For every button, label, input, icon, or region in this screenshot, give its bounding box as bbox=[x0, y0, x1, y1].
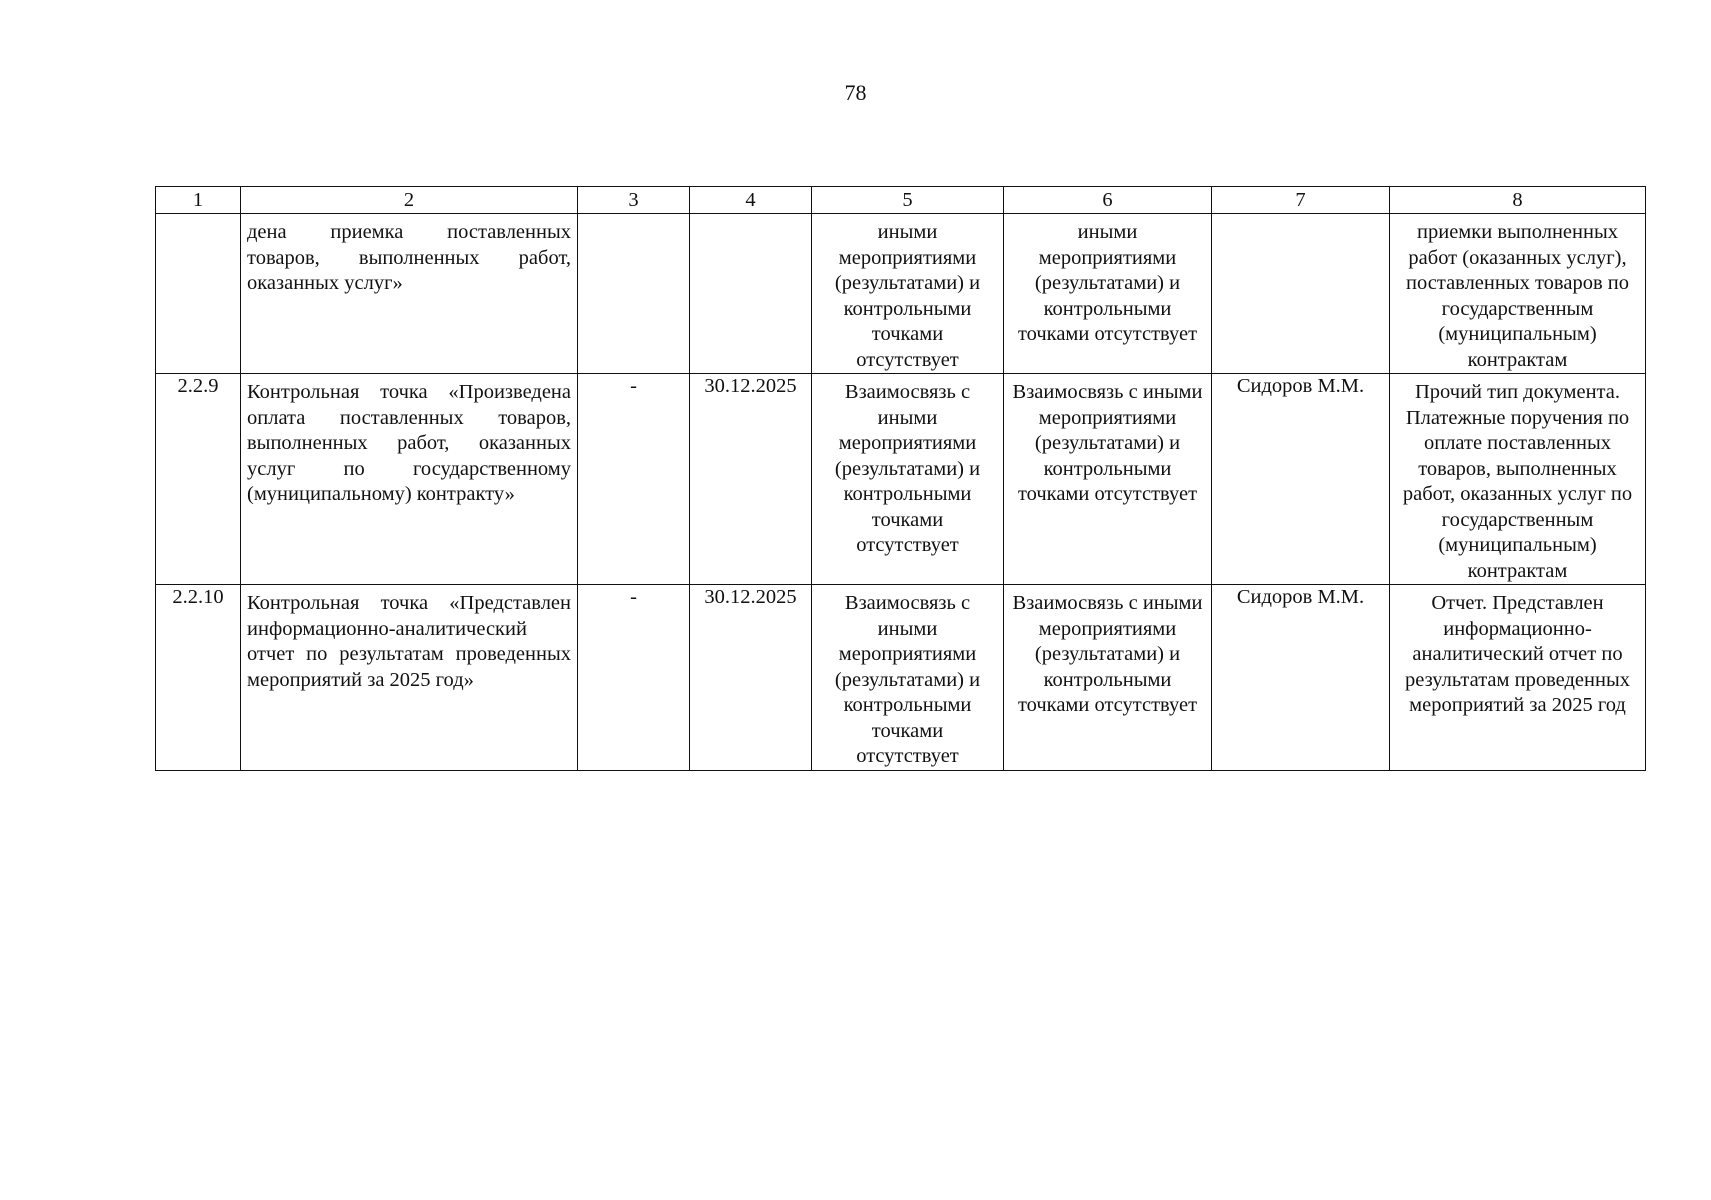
column-header: 7 bbox=[1212, 187, 1390, 214]
row-number: 2.2.9 bbox=[156, 374, 241, 585]
row-linkage-col5: иными мероприятиями (результатами) и контрольными точками отсутствует bbox=[812, 214, 1004, 374]
row-responsible: Сидоров М.М. bbox=[1212, 585, 1390, 771]
column-header: 2 bbox=[241, 187, 578, 214]
column-header: 1 bbox=[156, 187, 241, 214]
table-row bbox=[156, 374, 1646, 585]
row-description: Контрольная точка «Представлен информационно-аналитический отчет по результатам проведенных мероприятий за 2025 год» bbox=[241, 585, 578, 771]
row-number: 2.2.10 bbox=[156, 585, 241, 771]
row-col3 bbox=[578, 214, 690, 374]
row-col3: - bbox=[578, 374, 690, 585]
row-number bbox=[156, 214, 241, 374]
row-responsible bbox=[1212, 214, 1390, 374]
plan-table bbox=[155, 186, 1646, 771]
column-number-row bbox=[156, 187, 1646, 214]
row-linkage-col6: Взаимосвязь с иными мероприятиями (результатами) и контрольными точками отсутствует bbox=[1004, 374, 1212, 585]
table-row bbox=[156, 214, 1646, 374]
row-linkage-col6: иными мероприятиями (результатами) и контрольными точками отсутствует bbox=[1004, 214, 1212, 374]
row-linkage-col5: Взаимосвязь с иными мероприятиями (результатами) и контрольными точками отсутствует bbox=[812, 585, 1004, 771]
column-header: 4 bbox=[690, 187, 812, 214]
column-header: 8 bbox=[1390, 187, 1646, 214]
row-responsible: Сидоров М.М. bbox=[1212, 374, 1390, 585]
column-header: 5 bbox=[812, 187, 1004, 214]
row-col3: - bbox=[578, 585, 690, 771]
row-document: приемки выполненных работ (оказанных услуг), поставленных товаров по государственным (муниципальным) контрактам bbox=[1390, 214, 1646, 374]
column-header: 3 bbox=[578, 187, 690, 214]
row-description: Контрольная точка «Произведена оплата поставленных товаров, выполненных работ, оказанных услуг по государственному (муниципальному) контракту» bbox=[241, 374, 578, 585]
row-date bbox=[690, 214, 812, 374]
row-document: Отчет. Представлен информационно-аналитический отчет по результатам проведенных мероприятий за 2025 год bbox=[1390, 585, 1646, 771]
table-row bbox=[156, 585, 1646, 771]
row-description: дена приемка поставленных товаров, выполненных работ, оказанных услуг» bbox=[241, 214, 578, 374]
row-document: Прочий тип документа. Платежные поручения по оплате поставленных товаров, выполненных работ, оказанных услуг по государственным (муниципальным) контрактам bbox=[1390, 374, 1646, 585]
row-linkage-col5: Взаимосвязь с иными мероприятиями (результатами) и контрольными точками отсутствует bbox=[812, 374, 1004, 585]
page-number: 78 bbox=[844, 80, 867, 105]
row-linkage-col6: Взаимосвязь с иными мероприятиями (результатами) и контрольными точками отсутствует bbox=[1004, 585, 1212, 771]
row-date: 30.12.2025 bbox=[690, 585, 812, 771]
column-header: 6 bbox=[1004, 187, 1212, 214]
row-date: 30.12.2025 bbox=[690, 374, 812, 585]
